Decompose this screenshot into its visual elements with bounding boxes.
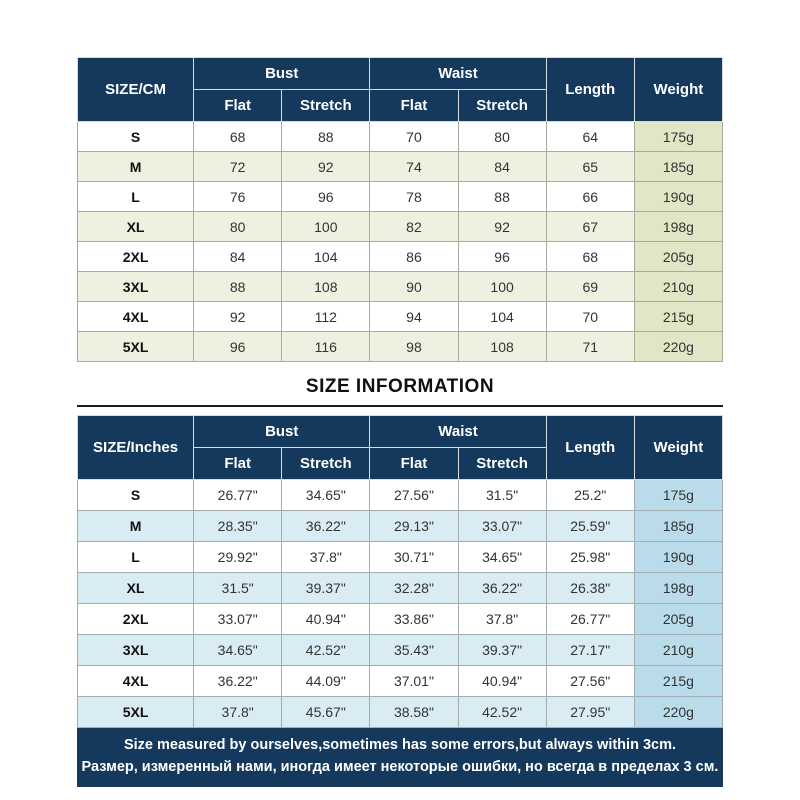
measurement-cell: 36.22" xyxy=(458,573,546,604)
group-header-bust: Bust xyxy=(194,58,370,90)
measurement-cell: 108 xyxy=(458,332,546,362)
subheader-waist-stretch: Stretch xyxy=(458,448,546,480)
group-header-waist: Waist xyxy=(370,58,546,90)
measurement-cell: 40.94" xyxy=(458,666,546,697)
measurement-cell: 36.22" xyxy=(194,666,282,697)
size-table-cm xyxy=(77,57,723,362)
table-row xyxy=(78,480,723,511)
footer-note xyxy=(77,728,723,787)
size-label-cell: 2XL xyxy=(78,604,194,635)
measurement-cell: 74 xyxy=(370,152,458,182)
weight-value-cell: 198g xyxy=(634,212,722,242)
measurement-cell: 76 xyxy=(194,182,282,212)
weight-value-cell: 190g xyxy=(634,542,722,573)
measurement-cell: 88 xyxy=(458,182,546,212)
size-label-cell: XL xyxy=(78,573,194,604)
measurement-cell: 31.5" xyxy=(458,480,546,511)
measurement-cell: 94 xyxy=(370,302,458,332)
measurement-cell: 30.71" xyxy=(370,542,458,573)
size-label-cell: L xyxy=(78,182,194,212)
measurement-cell: 80 xyxy=(458,122,546,152)
measurement-cell: 90 xyxy=(370,272,458,302)
subheader-bust-stretch: Stretch xyxy=(282,90,370,122)
size-label-cell: M xyxy=(78,152,194,182)
measurement-cell: 92 xyxy=(282,152,370,182)
measurement-cell: 64 xyxy=(546,122,634,152)
size-label-cell: 4XL xyxy=(78,302,194,332)
size-label-cell: 5XL xyxy=(78,697,194,728)
measurement-cell: 40.94" xyxy=(282,604,370,635)
subheader-waist-flat: Flat xyxy=(370,90,458,122)
measurement-cell: 68 xyxy=(546,242,634,272)
measurement-cell: 36.22" xyxy=(282,511,370,542)
measurement-cell: 38.58" xyxy=(370,697,458,728)
size-label-cell: XL xyxy=(78,212,194,242)
measurement-cell: 84 xyxy=(458,152,546,182)
size-label-cell: 3XL xyxy=(78,635,194,666)
weight-value-cell: 175g xyxy=(634,480,722,511)
measurement-cell: 28.35" xyxy=(194,511,282,542)
size-label-cell: 2XL xyxy=(78,242,194,272)
measurement-cell: 78 xyxy=(370,182,458,212)
weight-value-cell: 205g xyxy=(634,604,722,635)
measurement-cell: 34.65" xyxy=(194,635,282,666)
footer-line-russian: Размер, измеренный нами, иногда имеет некоторые ошибки, но всегда в пределах 3 см. xyxy=(81,758,719,775)
measurement-cell: 88 xyxy=(194,272,282,302)
measurement-cell: 104 xyxy=(282,242,370,272)
table-header-row xyxy=(78,58,723,90)
table-row xyxy=(78,604,723,635)
table-header-row xyxy=(78,416,723,448)
size-label-cell: 5XL xyxy=(78,332,194,362)
table-row xyxy=(78,302,723,332)
size-label-cell: M xyxy=(78,511,194,542)
corner-header-size-cm: SIZE/CM xyxy=(78,58,194,122)
measurement-cell: 31.5" xyxy=(194,573,282,604)
measurement-cell: 29.92" xyxy=(194,542,282,573)
weight-value-cell: 215g xyxy=(634,666,722,697)
size-label-cell: L xyxy=(78,542,194,573)
measurement-cell: 116 xyxy=(282,332,370,362)
measurement-cell: 39.37" xyxy=(282,573,370,604)
measurement-cell: 82 xyxy=(370,212,458,242)
measurement-cell: 27.56" xyxy=(370,480,458,511)
measurement-cell: 45.67" xyxy=(282,697,370,728)
subheader-waist-flat: Flat xyxy=(370,448,458,480)
section-heading-block xyxy=(77,374,723,407)
table-row xyxy=(78,666,723,697)
header-length: Length xyxy=(546,58,634,122)
measurement-cell: 34.65" xyxy=(282,480,370,511)
measurement-cell: 108 xyxy=(282,272,370,302)
weight-value-cell: 185g xyxy=(634,152,722,182)
measurement-cell: 32.28" xyxy=(370,573,458,604)
measurement-cell: 26.77" xyxy=(194,480,282,511)
page-title: SIZE INFORMATION xyxy=(305,376,495,397)
measurement-cell: 96 xyxy=(282,182,370,212)
header-length: Length xyxy=(546,416,634,480)
subheader-bust-flat: Flat xyxy=(194,448,282,480)
measurement-cell: 72 xyxy=(194,152,282,182)
weight-value-cell: 205g xyxy=(634,242,722,272)
measurement-cell: 70 xyxy=(370,122,458,152)
measurement-cell: 37.8" xyxy=(458,604,546,635)
table-row xyxy=(78,697,723,728)
weight-value-cell: 190g xyxy=(634,182,722,212)
size-label-cell: S xyxy=(78,122,194,152)
header-weight: Weight xyxy=(634,416,722,480)
measurement-cell: 37.01" xyxy=(370,666,458,697)
weight-value-cell: 210g xyxy=(634,272,722,302)
measurement-cell: 96 xyxy=(458,242,546,272)
table-row xyxy=(78,573,723,604)
group-header-bust: Bust xyxy=(194,416,370,448)
table-row xyxy=(78,511,723,542)
measurement-cell: 80 xyxy=(194,212,282,242)
header-weight: Weight xyxy=(634,58,722,122)
measurement-cell: 104 xyxy=(458,302,546,332)
measurement-cell: 86 xyxy=(370,242,458,272)
size-chart-page xyxy=(77,0,723,787)
table-row xyxy=(78,122,723,152)
table-row xyxy=(78,242,723,272)
measurement-cell: 42.52" xyxy=(458,697,546,728)
measurement-cell: 26.38" xyxy=(546,573,634,604)
group-header-waist: Waist xyxy=(370,416,546,448)
size-label-cell: 4XL xyxy=(78,666,194,697)
table-row xyxy=(78,635,723,666)
measurement-cell: 92 xyxy=(458,212,546,242)
size-label-cell: S xyxy=(78,480,194,511)
subheader-bust-stretch: Stretch xyxy=(282,448,370,480)
weight-value-cell: 220g xyxy=(634,332,722,362)
measurement-cell: 42.52" xyxy=(282,635,370,666)
corner-header-size-inches: SIZE/Inches xyxy=(78,416,194,480)
measurement-cell: 70 xyxy=(546,302,634,332)
measurement-cell: 92 xyxy=(194,302,282,332)
measurement-cell: 33.07" xyxy=(458,511,546,542)
measurement-cell: 25.59" xyxy=(546,511,634,542)
measurement-cell: 25.2" xyxy=(546,480,634,511)
measurement-cell: 98 xyxy=(370,332,458,362)
measurement-cell: 27.95" xyxy=(546,697,634,728)
weight-value-cell: 185g xyxy=(634,511,722,542)
measurement-cell: 100 xyxy=(458,272,546,302)
measurement-cell: 66 xyxy=(546,182,634,212)
measurement-cell: 33.86" xyxy=(370,604,458,635)
measurement-cell: 34.65" xyxy=(458,542,546,573)
measurement-cell: 29.13" xyxy=(370,511,458,542)
measurement-cell: 35.43" xyxy=(370,635,458,666)
measurement-cell: 33.07" xyxy=(194,604,282,635)
subheader-bust-flat: Flat xyxy=(194,90,282,122)
measurement-cell: 69 xyxy=(546,272,634,302)
footer-line-english: Size measured by ourselves,sometimes has some errors,but always within 3cm. xyxy=(123,737,677,753)
measurement-cell: 39.37" xyxy=(458,635,546,666)
measurement-cell: 26.77" xyxy=(546,604,634,635)
measurement-cell: 84 xyxy=(194,242,282,272)
subheader-waist-stretch: Stretch xyxy=(458,90,546,122)
divider-line xyxy=(77,405,723,407)
weight-value-cell: 210g xyxy=(634,635,722,666)
weight-value-cell: 215g xyxy=(634,302,722,332)
measurement-cell: 25.98" xyxy=(546,542,634,573)
weight-value-cell: 198g xyxy=(634,573,722,604)
measurement-cell: 100 xyxy=(282,212,370,242)
measurement-cell: 88 xyxy=(282,122,370,152)
table-row xyxy=(78,542,723,573)
measurement-cell: 68 xyxy=(194,122,282,152)
measurement-cell: 27.56" xyxy=(546,666,634,697)
measurement-cell: 67 xyxy=(546,212,634,242)
measurement-cell: 96 xyxy=(194,332,282,362)
measurement-cell: 37.8" xyxy=(282,542,370,573)
size-label-cell: 3XL xyxy=(78,272,194,302)
measurement-cell: 112 xyxy=(282,302,370,332)
table-row xyxy=(78,332,723,362)
table-row xyxy=(78,212,723,242)
measurement-cell: 44.09" xyxy=(282,666,370,697)
measurement-cell: 27.17" xyxy=(546,635,634,666)
table-row xyxy=(78,182,723,212)
measurement-cell: 65 xyxy=(546,152,634,182)
weight-value-cell: 175g xyxy=(634,122,722,152)
measurement-cell: 71 xyxy=(546,332,634,362)
table-row xyxy=(78,272,723,302)
size-table-inches xyxy=(77,415,723,728)
table-row xyxy=(78,152,723,182)
weight-value-cell: 220g xyxy=(634,697,722,728)
measurement-cell: 37.8" xyxy=(194,697,282,728)
